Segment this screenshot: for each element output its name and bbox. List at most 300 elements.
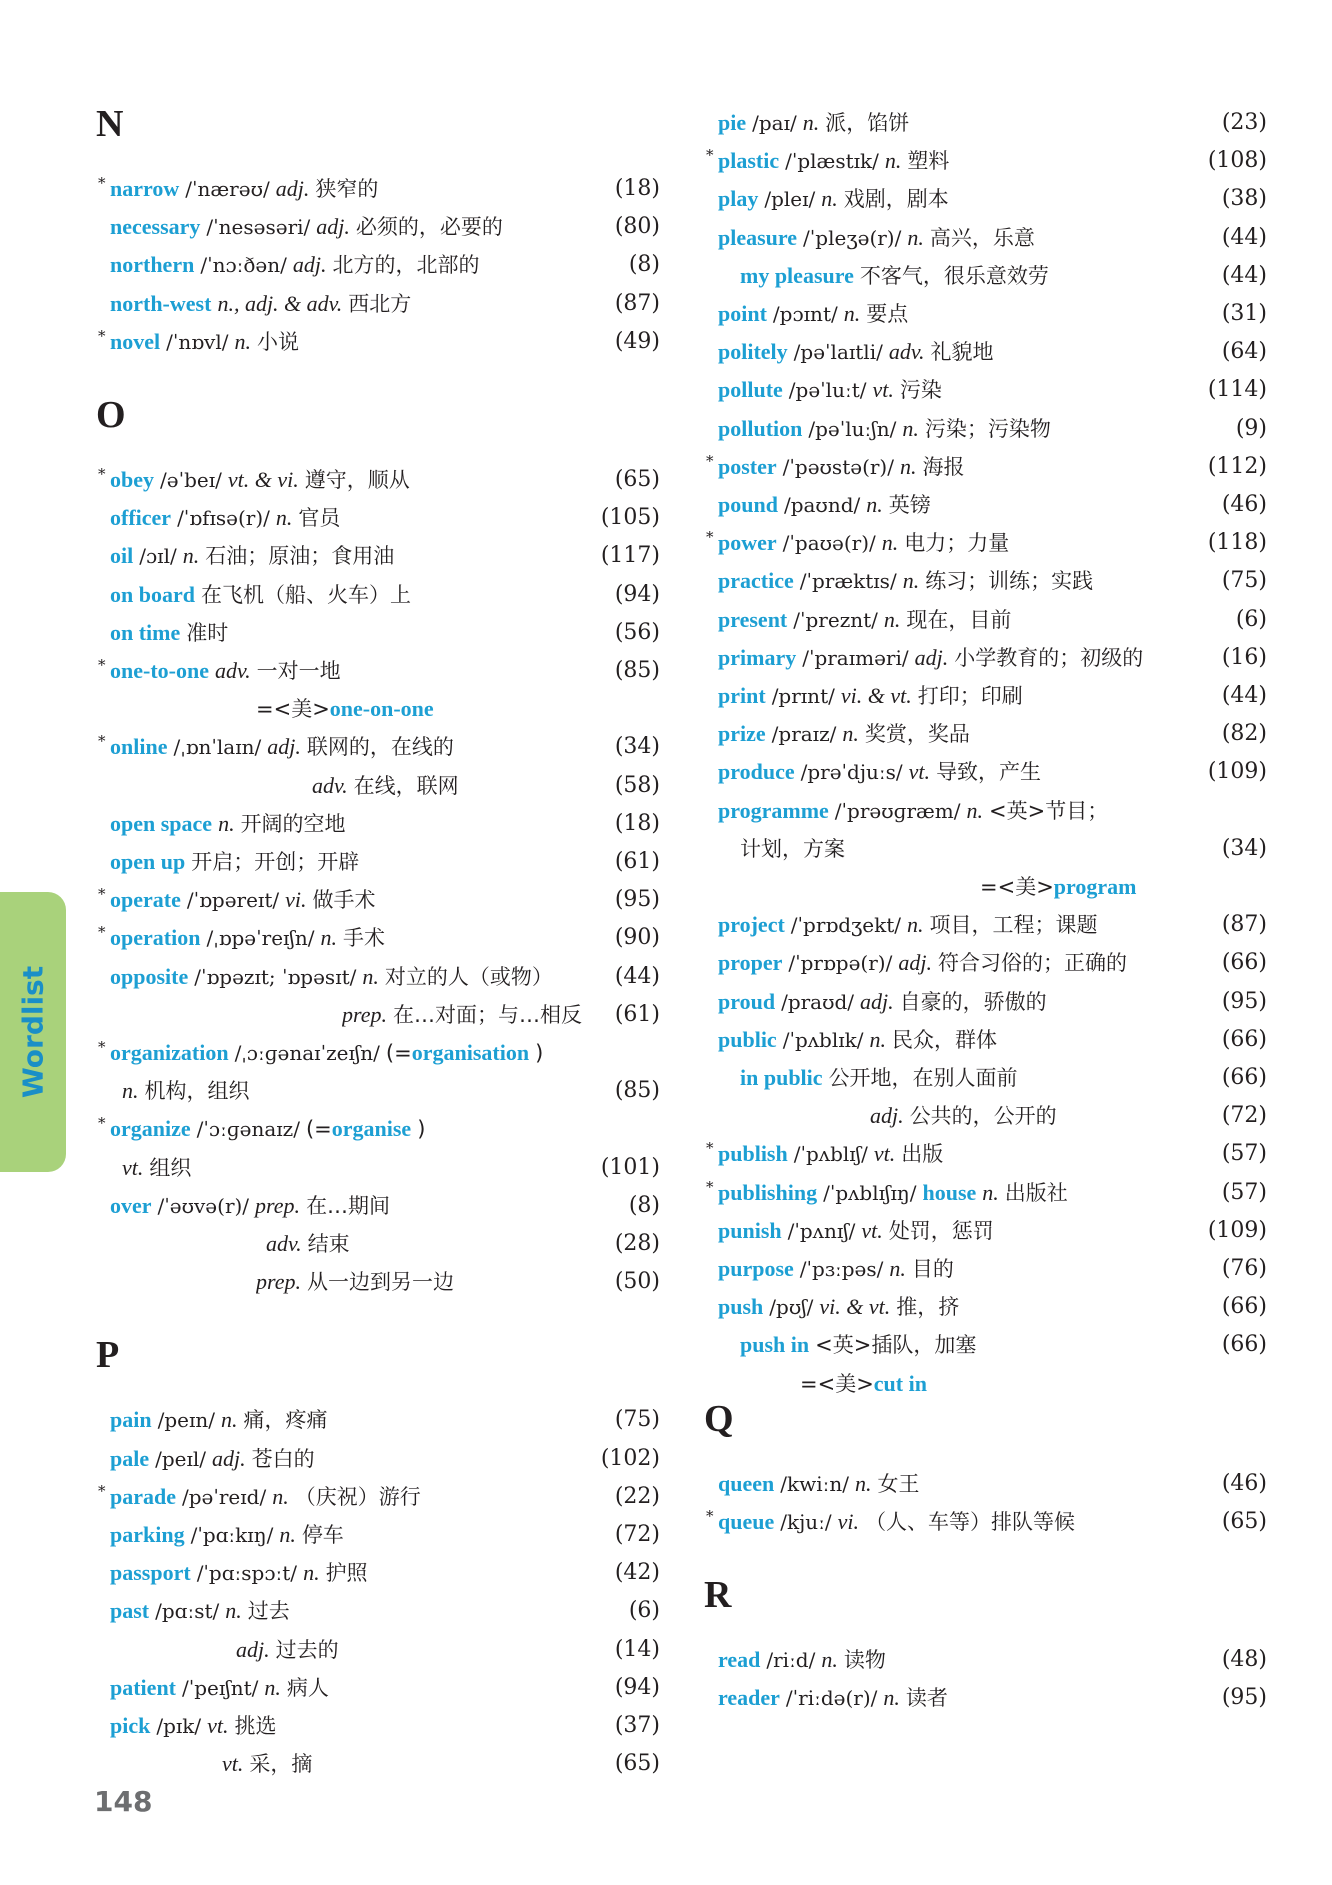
word-entry — [704, 524, 1267, 562]
page-reference: (87) — [1221, 912, 1267, 938]
part-of-speech: adj. — [292, 252, 327, 278]
word-entry — [96, 499, 660, 537]
word-entry — [704, 906, 1267, 944]
part-of-speech: n. — [264, 1674, 281, 1700]
entry-body — [718, 753, 1197, 792]
page-reference: (65) — [614, 1751, 660, 1777]
definition: 痛，疼痛 — [243, 1408, 328, 1433]
part-of-speech: n. — [854, 1470, 872, 1496]
phonetic: /ˈpəʊstə(r)/ — [782, 454, 894, 479]
entry-body — [110, 576, 590, 615]
headword: point — [718, 301, 767, 326]
side-tab-label: Wordlist — [16, 965, 50, 1099]
headword: reader — [718, 1685, 780, 1711]
part-of-speech: n. — [225, 1598, 242, 1624]
definition: 礼貌地 — [930, 340, 994, 365]
core-word-star: * — [98, 1038, 106, 1056]
phonetic: /pəˈlaɪtli/ — [793, 340, 883, 365]
entry-body — [718, 639, 1197, 678]
part-of-speech: n. — [869, 1026, 886, 1052]
entry-body — [110, 1478, 590, 1517]
phonetic: /ˈpʌblɪʃɪŋ/ — [823, 1180, 917, 1205]
part-of-speech: vt. — [207, 1713, 229, 1738]
word-entry — [704, 1021, 1267, 1059]
definition: 处罚，惩罚 — [888, 1218, 994, 1243]
phonetic: /ˈpɑːkɪŋ/ — [190, 1523, 274, 1547]
page-reference: (87) — [614, 290, 660, 316]
entry-body — [266, 1225, 590, 1264]
definition: 派，馅饼 — [825, 111, 910, 135]
headword: pollution — [718, 415, 803, 441]
page-reference: (109) — [1207, 759, 1267, 785]
phonetic: /pɑːst/ — [155, 1599, 220, 1624]
part-of-speech: adj. — [316, 214, 350, 240]
core-word-star: * — [706, 146, 714, 165]
entry-body — [718, 601, 1197, 640]
section-letter-n: N — [96, 103, 124, 145]
headword: proud — [718, 988, 776, 1014]
headword: proper — [718, 950, 783, 976]
part-of-speech: n. — [907, 912, 924, 938]
phonetic: /praʊd/ — [781, 989, 855, 1014]
entry-body — [110, 1592, 590, 1631]
headword: passport — [110, 1560, 191, 1586]
phonetic: /pɪk/ — [156, 1714, 202, 1738]
entry-body — [110, 919, 590, 958]
definition: 高兴，乐意 — [929, 225, 1035, 250]
page-reference: (95) — [1221, 1685, 1267, 1711]
phonetic: /ˈnɒvl/ — [166, 329, 229, 354]
definition: 在飞机（船、火车）上 — [200, 582, 411, 607]
word-entry — [704, 1174, 1267, 1212]
entry-body — [110, 323, 590, 362]
definition: 打印；印刷 — [917, 684, 1023, 708]
phrase: push in — [740, 1332, 810, 1358]
word-entry — [704, 753, 1267, 791]
entry-body — [110, 805, 590, 844]
page-reference: (118) — [1207, 530, 1267, 556]
page-reference: (28) — [614, 1231, 660, 1256]
american-equivalent-word: one-on-one — [329, 696, 434, 722]
page-reference: (80) — [614, 214, 660, 240]
phonetic: /riːd/ — [766, 1648, 816, 1673]
definition: 手术 — [342, 926, 385, 951]
entry-body — [110, 1707, 590, 1746]
definition: 从一边到另一边 — [307, 1270, 455, 1295]
phonetic: /ˈpɑːspɔːt/ — [196, 1561, 298, 1586]
entry-body — [718, 448, 1197, 487]
page-reference: (34) — [1221, 835, 1267, 861]
entry-body — [718, 486, 1197, 525]
word-entry — [704, 1135, 1267, 1173]
phonetic: /kjuː/ — [780, 1510, 832, 1534]
entry-body — [110, 170, 590, 209]
phonetic: /pəˈluːʃn/ — [808, 416, 897, 441]
page-reference: (8) — [628, 1192, 660, 1218]
entry-body — [110, 1110, 590, 1149]
page-reference: (46) — [1221, 492, 1267, 517]
definition: 不客气，很乐意效劳 — [859, 263, 1049, 288]
phonetic: /paʊnd/ — [783, 493, 861, 517]
definition: 在…期间 — [306, 1193, 391, 1218]
part-of-speech: n. — [902, 568, 920, 594]
part-of-speech: n. — [966, 797, 983, 823]
entry-body — [256, 1263, 590, 1302]
entry-body — [718, 333, 1197, 372]
phonetic: /pəˈluːt/ — [788, 378, 867, 403]
definition: 导致，产生 — [936, 760, 1042, 785]
word-entry — [96, 843, 660, 881]
page-reference: (65) — [614, 467, 660, 492]
entry-line — [704, 257, 1267, 295]
part-of-speech: n. — [182, 543, 200, 569]
definition: 公开地，在别人面前 — [828, 1066, 1018, 1090]
headword: publish — [718, 1141, 788, 1167]
phonetic: /prəˈdjuːs/ — [800, 760, 903, 785]
phonetic: /ˈpreznt/ — [793, 607, 878, 632]
part-of-speech: n. — [320, 925, 337, 951]
definition: 石油；原油；食用油 — [205, 544, 395, 569]
entry-line — [96, 690, 660, 728]
headword: programme — [718, 797, 829, 823]
headword: online — [110, 734, 168, 760]
part-of-speech: n. — [884, 148, 902, 174]
page-reference: (42) — [614, 1560, 660, 1586]
word-entry — [96, 323, 660, 361]
page-reference: (85) — [614, 658, 660, 683]
page-reference: (6) — [628, 1598, 660, 1624]
entry-line — [96, 1149, 660, 1187]
definition: 官员 — [298, 506, 341, 531]
headword: play — [718, 186, 759, 212]
part-of-speech: adj. — [267, 734, 301, 760]
phonetic: /ˈpaʊə(r)/ — [782, 531, 876, 556]
entry-line — [96, 1225, 660, 1263]
headword: queue — [718, 1509, 775, 1534]
page-reference: (44) — [1221, 683, 1267, 708]
page-reference: (49) — [614, 328, 660, 354]
phonetic: /pəˈreɪd/ — [182, 1484, 267, 1509]
definition: 联网的，在线的 — [306, 735, 454, 760]
american-equivalent-word: cut in — [873, 1370, 927, 1396]
page-reference: (65) — [1221, 1509, 1267, 1534]
word-entry — [96, 1401, 660, 1439]
word-entry — [96, 246, 660, 284]
definition: 目的 — [911, 1257, 954, 1281]
entry-body — [110, 461, 590, 500]
definition: 读者 — [905, 1686, 948, 1711]
word-entry — [704, 219, 1267, 257]
phonetic: /ˈnesəsəri/ — [206, 215, 311, 240]
definition: 过去 — [247, 1599, 290, 1624]
page-reference: (101) — [600, 1154, 660, 1180]
headword: prize — [718, 721, 766, 747]
definition: 开启；开创；开辟 — [191, 850, 360, 874]
definition: 苍白的 — [251, 1446, 315, 1471]
page-reference: (76) — [1221, 1256, 1267, 1281]
entry-body — [718, 1679, 1197, 1718]
headword: patient — [110, 1674, 176, 1700]
page-reference: (66) — [1221, 1026, 1267, 1052]
word-entry — [96, 1440, 660, 1478]
word-entry — [96, 461, 660, 499]
part-of-speech: vi. & vt. — [819, 1294, 891, 1320]
part-of-speech: n. — [221, 1407, 238, 1433]
page-reference: (6) — [1235, 606, 1267, 632]
page-reference: (105) — [600, 505, 660, 531]
phonetic: /ˈəʊvə(r)/ — [157, 1193, 250, 1218]
page-reference: (14) — [614, 1636, 660, 1662]
core-word-star: * — [98, 1481, 106, 1500]
entry-body — [718, 219, 1197, 258]
word-entry — [704, 639, 1267, 677]
section-letter-p: P — [96, 1334, 120, 1377]
part-of-speech: n. — [802, 110, 820, 135]
part-of-speech: adj. — [914, 644, 949, 670]
core-word-star: * — [98, 656, 106, 674]
definition: 女王 — [877, 1471, 920, 1496]
page-reference: (18) — [614, 176, 660, 201]
page-reference: (66) — [1221, 1065, 1267, 1090]
headword: publishing — [718, 1179, 818, 1205]
part-of-speech: n. — [907, 224, 924, 250]
page-reference: (95) — [1221, 988, 1267, 1014]
core-word-star: * — [98, 885, 106, 904]
headword: push — [718, 1294, 764, 1320]
word-entry — [704, 180, 1267, 218]
word-entry — [704, 1465, 1267, 1503]
phonetic: /ˈpʌblɪk/ — [782, 1027, 864, 1052]
entry-body — [110, 614, 590, 653]
entry-line — [704, 1365, 1267, 1403]
entry-body — [740, 830, 1197, 869]
headword: on board — [110, 581, 195, 607]
page-reference: (8) — [628, 252, 660, 278]
phonetic: /ˌɒpəˈreɪʃn/ — [206, 926, 315, 951]
part-of-speech: n. — [275, 505, 293, 531]
phonetic: /paɪ/ — [752, 111, 797, 135]
wordlist-side-tab — [0, 892, 66, 1172]
definition: 计划，方案 — [740, 836, 845, 861]
phonetic: /ˌɔːɡənaɪˈzeɪʃn/ — [234, 1041, 380, 1065]
page-reference: (109) — [1207, 1217, 1267, 1243]
word-entry — [96, 1516, 660, 1554]
part-of-speech: vi. & vt. — [840, 683, 912, 708]
definition: 污染；污染物 — [924, 416, 1051, 441]
word-entry — [704, 1503, 1267, 1541]
word-entry — [96, 1110, 660, 1148]
page-reference: (57) — [1221, 1141, 1267, 1167]
phonetic: /ˈɒpəzɪt; ˈɒpəsɪt/ — [194, 964, 357, 989]
headword: politely — [718, 339, 788, 365]
entry-body — [870, 1097, 1197, 1136]
entry-body — [122, 1072, 590, 1111]
definition: 要点 — [866, 302, 909, 326]
word-entry — [96, 576, 660, 614]
entry-body — [800, 1365, 1197, 1404]
definition: 奖赏，奖品 — [864, 722, 970, 747]
part-of-speech: adv. — [312, 772, 348, 798]
part-of-speech: adv. — [214, 658, 251, 683]
entry-line — [704, 868, 1267, 906]
word-entry — [704, 371, 1267, 409]
page-number: 148 — [94, 1785, 153, 1818]
page-reference: (48) — [1221, 1647, 1267, 1673]
part-of-speech: n. — [902, 415, 919, 441]
page-reference: (18) — [614, 810, 660, 836]
headword: project — [718, 912, 785, 938]
entry-body — [110, 246, 590, 285]
page-reference: (94) — [614, 1674, 660, 1700]
headword: pollute — [718, 377, 783, 403]
part-of-speech: vi. — [837, 1509, 860, 1534]
definition: 自豪的，骄傲的 — [899, 989, 1047, 1014]
phonetic: /peɪn/ — [157, 1408, 215, 1433]
page-reference: (61) — [614, 1001, 660, 1027]
word-entry — [96, 1669, 660, 1707]
definition: 停车 — [301, 1523, 344, 1547]
entry-body — [110, 208, 590, 247]
part-of-speech: n. — [843, 301, 861, 326]
part-of-speech: vt. — [222, 1751, 244, 1777]
part-of-speech: prep. — [255, 1192, 301, 1218]
page-reference: (108) — [1207, 148, 1267, 174]
definition: (= — [305, 1117, 332, 1142]
definition: 在线，联网 — [353, 773, 459, 798]
page-reference: (85) — [614, 1078, 660, 1104]
page-reference: (112) — [1207, 453, 1267, 479]
part-of-speech: vt. — [873, 1141, 896, 1167]
phonetic: /ˈprɒpə(r)/ — [788, 951, 893, 976]
definition: 机构，组织 — [144, 1079, 250, 1104]
word-entry — [96, 1707, 660, 1745]
headword: read — [718, 1647, 761, 1673]
entry-body — [718, 983, 1197, 1022]
phonetic: /ˈɒfɪsə(r)/ — [177, 506, 270, 531]
definition: 挑选 — [234, 1714, 277, 1738]
headword: organize — [110, 1116, 191, 1142]
headword: oil — [110, 543, 134, 569]
core-word-star: * — [706, 451, 714, 470]
core-word-star: * — [98, 1114, 106, 1133]
entry-body — [342, 996, 590, 1035]
entry-body — [718, 1641, 1197, 1680]
word-entry — [704, 486, 1267, 524]
entry-body — [718, 1212, 1197, 1251]
core-word-star: * — [98, 174, 106, 192]
entry-body — [718, 1174, 1197, 1213]
phonetic: /ˈpleʒə(r)/ — [803, 225, 902, 250]
definition: <英>插队，加塞 — [815, 1333, 977, 1358]
page-reference: (50) — [614, 1269, 660, 1295]
page-reference: (102) — [600, 1445, 660, 1471]
phonetic: /ˈpɜːpəs/ — [799, 1257, 884, 1281]
alternative-spelling: organise — [331, 1116, 412, 1142]
word-entry — [704, 983, 1267, 1021]
page-reference: (38) — [1221, 186, 1267, 212]
headword: pound — [718, 492, 778, 517]
headword: practice — [718, 568, 794, 594]
part-of-speech: n. — [982, 1179, 999, 1205]
definition: （庆祝）游行 — [294, 1484, 421, 1509]
closing-bracket: ) — [535, 1041, 544, 1065]
definition: 开阔的空地 — [240, 811, 346, 836]
definition: 电力；力量 — [904, 531, 1010, 556]
definition: 狭窄的 — [315, 177, 379, 201]
section-letter-o: O — [96, 394, 126, 436]
definition: 遵守，顺从 — [304, 468, 410, 492]
headword: pie — [718, 110, 747, 135]
definition: （人、车等）排队等候 — [865, 1510, 1076, 1534]
entry-body — [718, 944, 1197, 983]
phonetic: /ˈprəʊɡræm/ — [834, 798, 961, 823]
definition: 推，挤 — [896, 1295, 960, 1320]
headword: past — [110, 1598, 150, 1624]
word-entry — [96, 1034, 660, 1072]
entry-body — [110, 499, 590, 538]
entry-body — [718, 524, 1197, 563]
definition: 护照 — [325, 1561, 368, 1586]
phonetic: /praɪz/ — [771, 722, 837, 747]
page-reference: (34) — [614, 734, 660, 760]
word-entry — [704, 295, 1267, 333]
entry-body — [110, 1401, 590, 1440]
part-of-speech: n. — [842, 721, 859, 747]
page-reference: (72) — [614, 1522, 660, 1547]
definition: 对立的人（或物） — [384, 964, 553, 989]
part-of-speech: n. — [883, 606, 901, 632]
entry-body — [718, 677, 1197, 716]
headword: narrow — [110, 176, 180, 201]
headword: power — [718, 530, 777, 556]
part-of-speech: n. — [821, 1647, 838, 1673]
phonetic: /ˈnærəʊ/ — [185, 177, 270, 201]
page-reference: (95) — [614, 887, 660, 913]
word-entry — [96, 170, 660, 208]
headword: print — [718, 683, 766, 708]
entry-line — [96, 1631, 660, 1669]
entry-body — [122, 1149, 590, 1188]
word-entry — [96, 1478, 660, 1516]
core-word-star: * — [706, 1507, 714, 1525]
american-equivalent-label: =<美> — [800, 1371, 874, 1396]
entry-body — [718, 295, 1197, 334]
entry-line — [704, 1059, 1267, 1097]
part-of-speech: vt. & vi. — [227, 467, 299, 492]
page-reference: (23) — [1221, 110, 1267, 135]
alternative-spelling: organisation — [411, 1040, 530, 1065]
part-of-speech: adj. — [275, 176, 310, 201]
entry-body — [740, 1326, 1197, 1365]
word-entry — [704, 448, 1267, 486]
entry-body — [718, 410, 1197, 449]
page-reference: (82) — [1221, 721, 1267, 747]
entry-body — [718, 142, 1197, 181]
phonetic: /ˈpræktɪs/ — [799, 569, 897, 594]
definition: (= — [385, 1041, 412, 1065]
part-of-speech: adj. — [898, 950, 932, 976]
page-reference: (64) — [1221, 339, 1267, 365]
part-of-speech: n. — [272, 1483, 289, 1509]
phonetic: /pʊʃ/ — [769, 1295, 814, 1320]
part-of-speech: vt. — [908, 759, 931, 785]
part-of-speech: n., adj. & adv. — [217, 290, 343, 316]
entry-body — [110, 1440, 590, 1479]
entry-body — [110, 1554, 590, 1593]
word-entry — [96, 919, 660, 957]
phonetic: /ˌɒnˈlaɪn/ — [173, 735, 262, 760]
entry-body — [110, 728, 590, 767]
